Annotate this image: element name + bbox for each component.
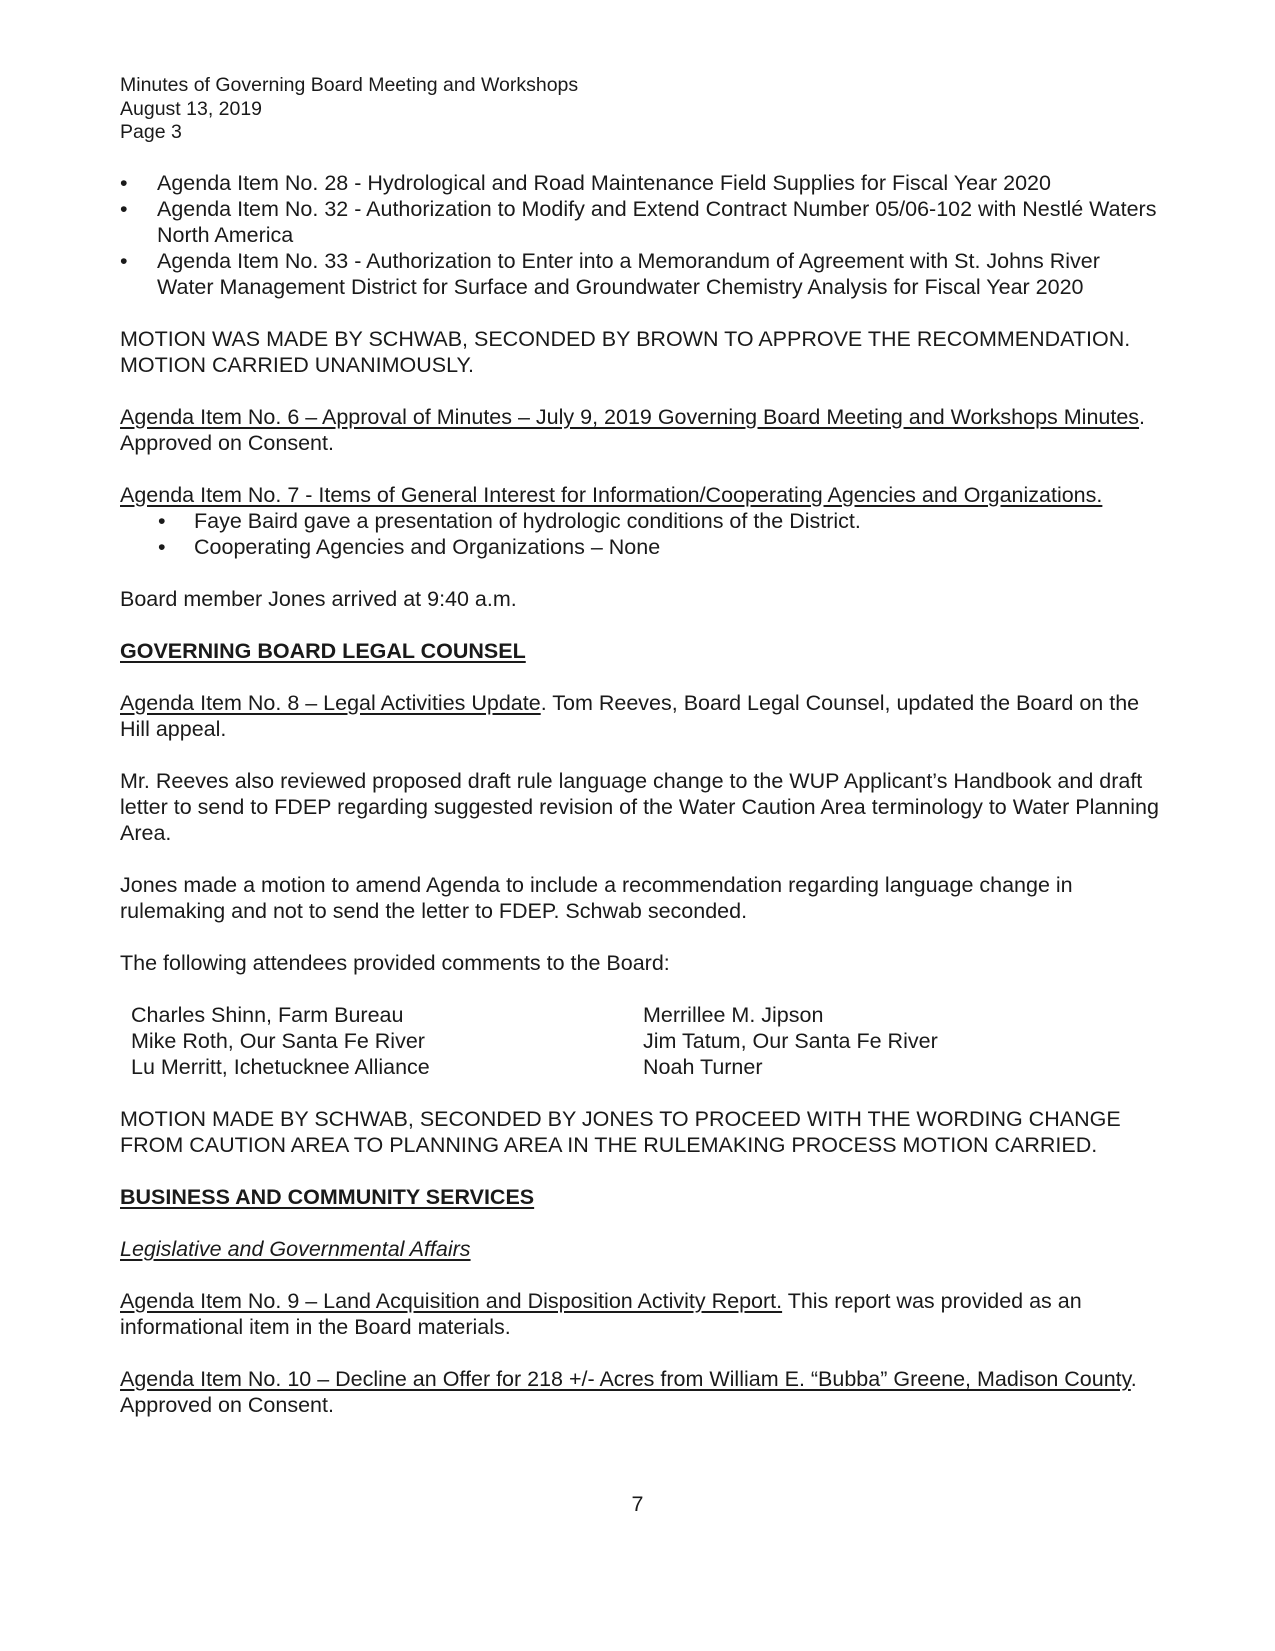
agenda-item-7 (120, 482, 1160, 508)
list-item: • Cooperating Agencies and Organizations – None (120, 534, 1160, 560)
agenda-item-9 (120, 1288, 1160, 1340)
agenda-item-10-text: . Approved on Consent. (120, 1367, 1137, 1417)
attendee: Mike Roth, Our Santa Fe River (131, 1029, 425, 1053)
agenda-item-7-list (120, 508, 1160, 560)
attendees-right-column (643, 1002, 1155, 1080)
attendee: Merrillee M. Jipson (643, 1003, 824, 1027)
agenda-item-6-text: . Approved on Consent. (120, 405, 1146, 455)
list-item: • Agenda Item No. 33 - Authorization to Enter into a Memorandum of Agreement with St. Johns River Water Management District for Surface and Groundwater Chemistry Analysis for Fiscal Year 2020 (120, 248, 1160, 300)
agenda-item-6 (120, 404, 1160, 456)
page-header (120, 74, 578, 145)
list-item: • Faye Baird gave a presentation of hydrologic conditions of the District. (120, 508, 1160, 534)
attendees-left-column (131, 1002, 643, 1080)
agenda-item-6-title: Agenda Item No. 6 – Approval of Minutes – July 9, 2019 Governing Board Meeting and Workshops Minutes (120, 405, 1140, 429)
section-heading-business-text: BUSINESS AND COMMUNITY SERVICES (120, 1185, 535, 1209)
subsection-legislative (120, 1236, 1160, 1262)
section-heading-legal-text: GOVERNING BOARD LEGAL COUNSEL (120, 639, 526, 663)
motion-paragraph-2: MOTION MADE BY SCHWAB, SECONDED BY JONES TO PROCEED WITH THE WORDING CHANGE FROM CAUTION AREA TO PLANNING AREA IN THE RULEMAKING PROCESS MOTION CARRIED. (120, 1107, 1121, 1157)
header-date: August 13, 2019 (120, 97, 263, 120)
header-page: Page 3 (120, 121, 182, 143)
attendee: Jim Tatum, Our Santa Fe River (643, 1029, 938, 1053)
attendee: Charles Shinn, Farm Bureau (131, 1003, 404, 1027)
agenda-item-10 (120, 1366, 1160, 1418)
consent-item-list (120, 170, 1160, 300)
agenda-item-9-title: Agenda Item No. 9 – Land Acquisition and Disposition Activity Report. (120, 1289, 783, 1313)
agenda-item-8-title: Agenda Item No. 8 – Legal Activities Update (120, 691, 541, 715)
agenda-item-8 (120, 690, 1160, 742)
list-item: • Agenda Item No. 28 - Hydrological and Road Maintenance Field Supplies for Fiscal Year 2020 (120, 170, 1160, 196)
jones-motion-paragraph: Jones made a motion to amend Agenda to include a recommendation regarding language change in rulemaking and not to send the letter to FDEP. Schwab seconded. (120, 873, 1073, 923)
document-body (120, 170, 1160, 1444)
agenda-item-7-title: Agenda Item No. 7 - Items of General Interest for Information/Cooperating Agencies and Organizations. (120, 483, 1103, 507)
attendee: Lu Merritt, Ichetucknee Alliance (131, 1055, 430, 1079)
page-number: 7 (631, 1492, 644, 1516)
section-heading-legal (120, 638, 1160, 664)
agenda-item-8-text: . Tom Reeves, Board Legal Counsel, updated the Board on the Hill appeal. (120, 691, 1140, 741)
jones-arrival-note: Board member Jones arrived at 9:40 a.m. (120, 587, 517, 611)
list-item: • Agenda Item No. 32 - Authorization to Modify and Extend Contract Number 05/06-102 with Nestlé Waters North America (120, 196, 1160, 248)
attendees-list (120, 1002, 1160, 1080)
attendee: Noah Turner (643, 1055, 763, 1079)
section-heading-business (120, 1184, 1160, 1210)
agenda-item-9-text: This report was provided as an informational item in the Board materials. (120, 1289, 1082, 1339)
attendees-intro: The following attendees provided comments to the Board: (120, 951, 670, 975)
motion-paragraph: MOTION WAS MADE BY SCHWAB, SECONDED BY BROWN TO APPROVE THE RECOMMENDATION. MOTION CARRIED UNANIMOUSLY. (120, 327, 1131, 377)
header-title: Minutes of Governing Board Meeting and Workshops (120, 74, 579, 96)
subsection-legislative-text: Legislative and Governmental Affairs (120, 1237, 471, 1261)
reeves-review-paragraph: Mr. Reeves also reviewed proposed draft rule language change to the WUP Applicant’s Handbook and draft letter to send to FDEP regarding suggested revision of the Water Caution Area terminology to Water Planning Area. (120, 769, 1159, 845)
agenda-item-10-title: Agenda Item No. 10 – Decline an Offer for 218 +/- Acres from William E. “Bubba” Greene, Madison County (120, 1367, 1131, 1391)
